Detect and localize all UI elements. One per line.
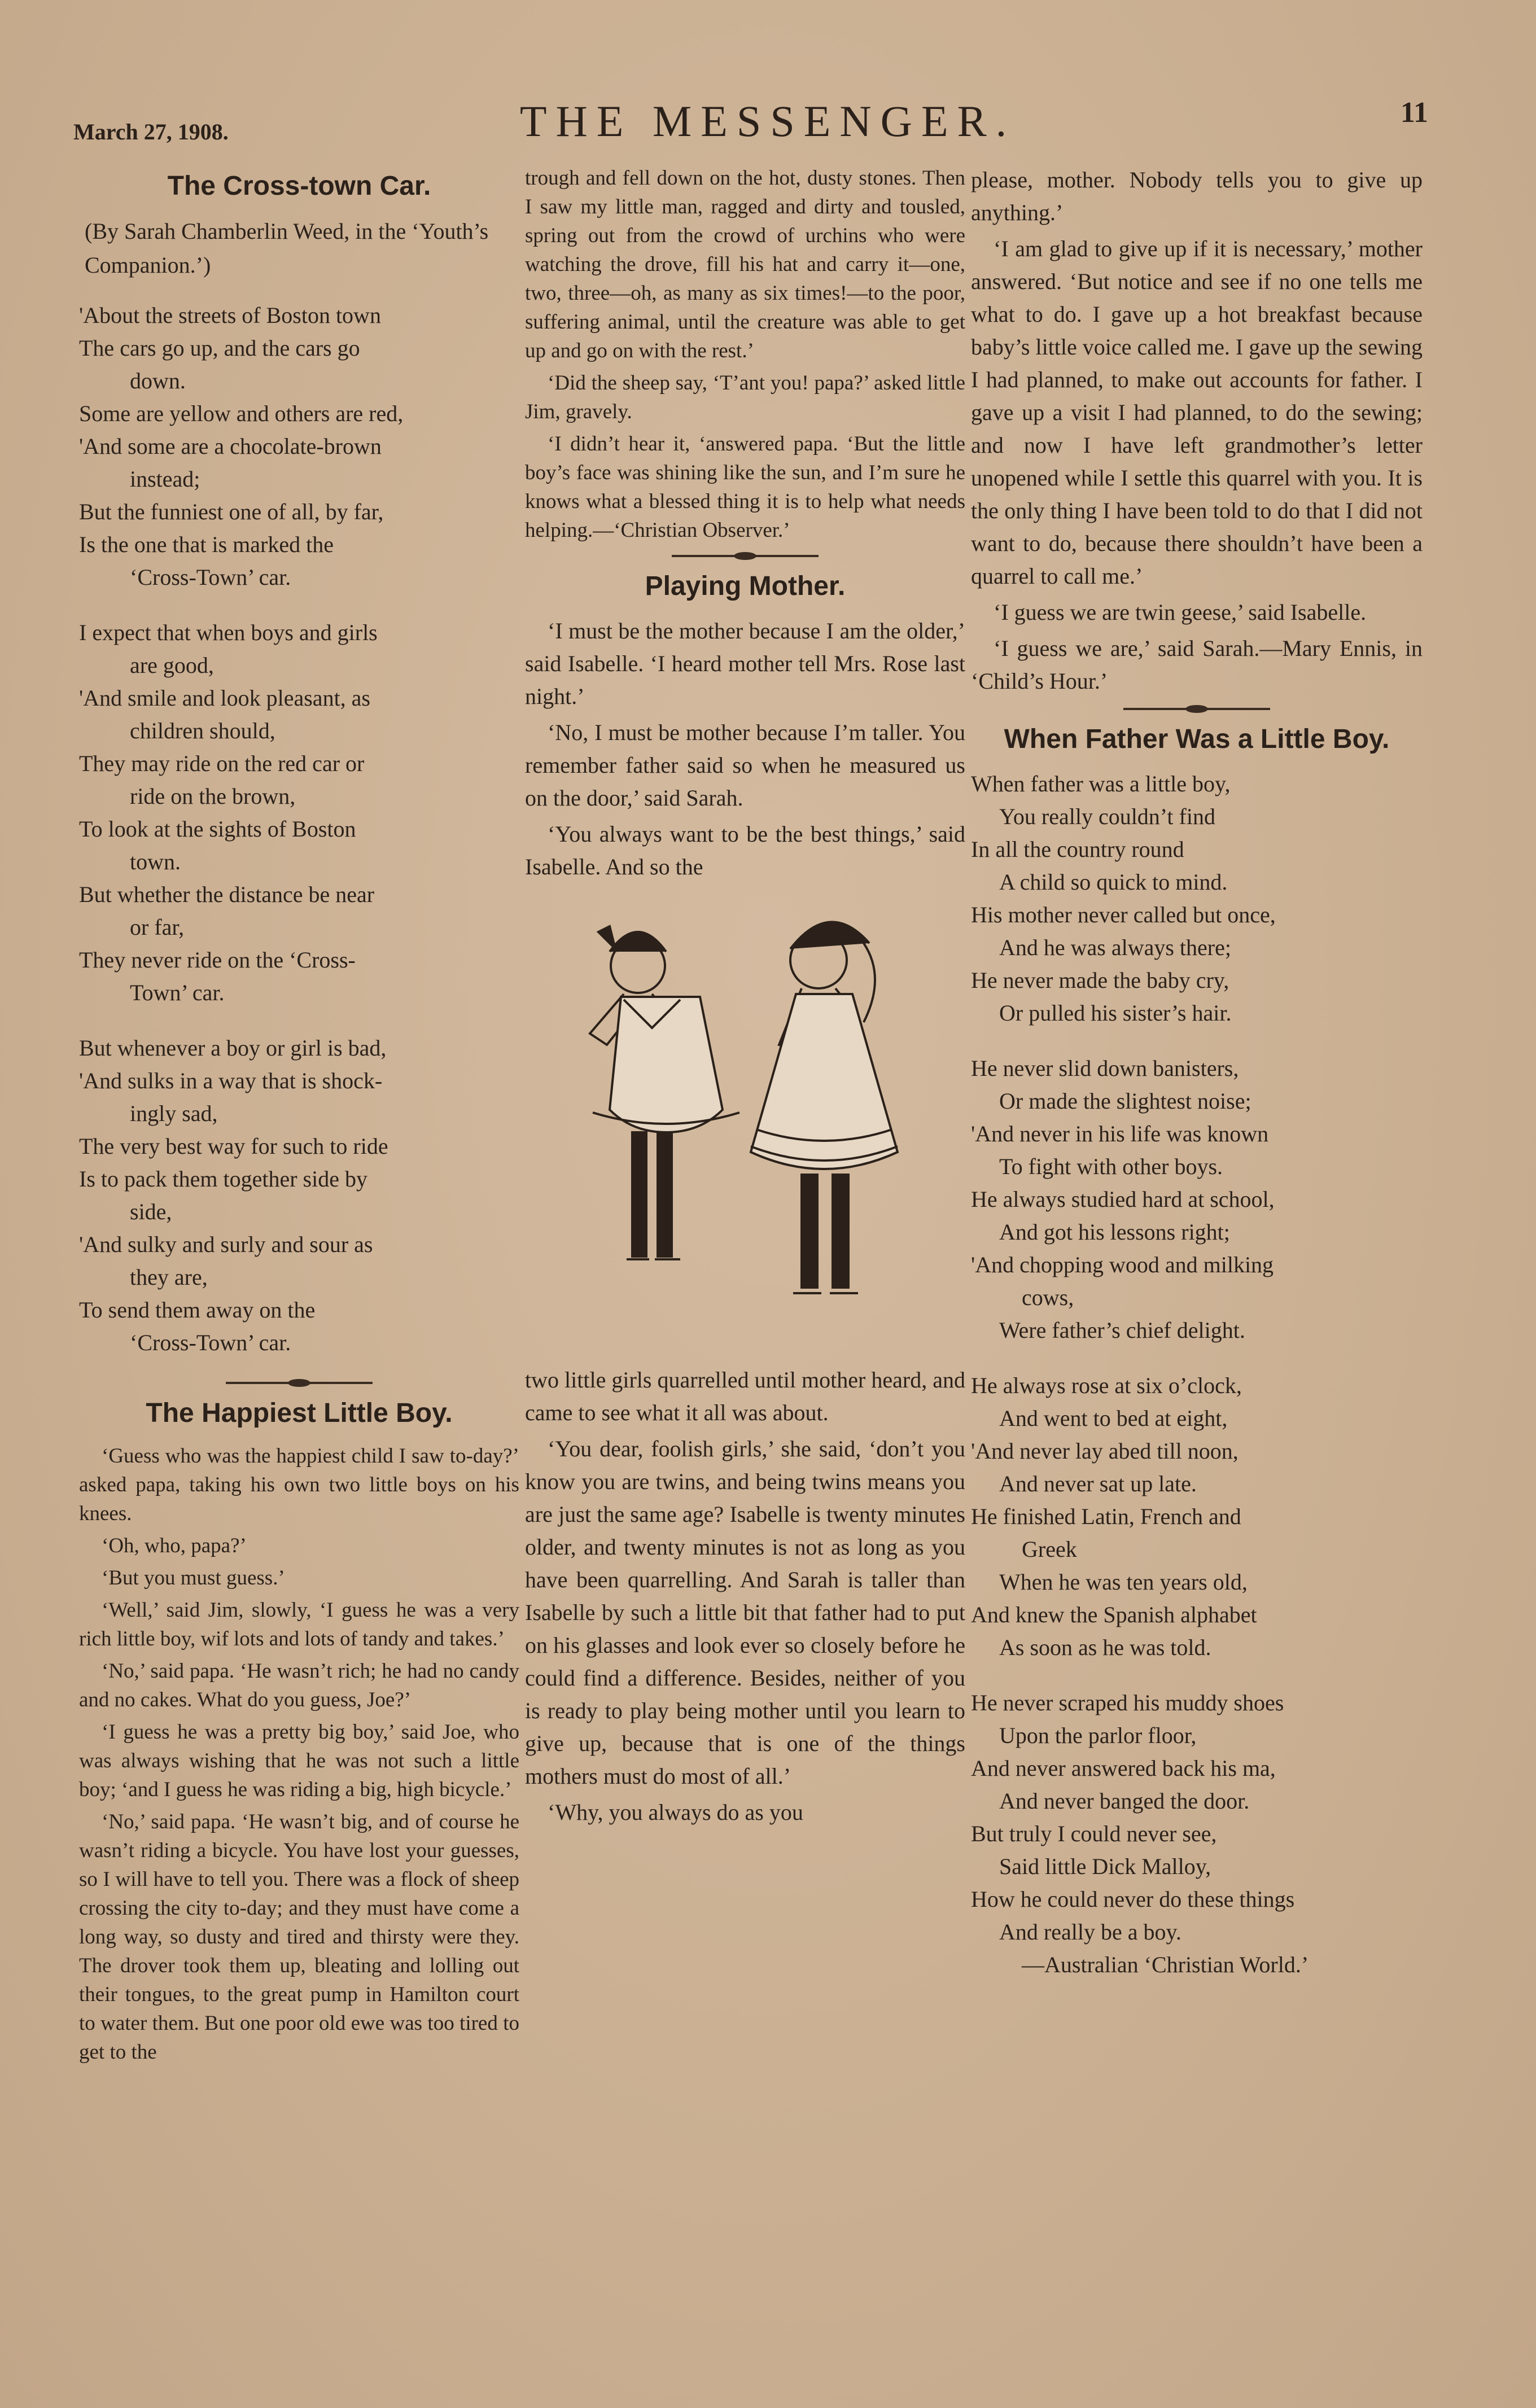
poem-line: As soon as he was told. [999, 1635, 1211, 1660]
poem-line: Town’ car. [130, 980, 225, 1005]
poem-line: children should, [130, 718, 275, 743]
issue-date: March 27, 1908. [73, 119, 229, 145]
poem-line: In all the country round [971, 837, 1184, 862]
masthead [73, 90, 1462, 152]
paragraph: two little girls quarrelled until mother heard, and came to see what it all was about. [525, 1367, 965, 1425]
paragraph: ‘No,’ said papa. ‘He wasn’t rich; he had no candy and no cakes. What do you guess, Joe?’ [79, 1660, 519, 1711]
poem-line: He always rose at six o’clock, [971, 1373, 1242, 1398]
poem-line: To fight with other boys. [999, 1154, 1223, 1179]
poem-line: How he could never do these things [971, 1886, 1295, 1912]
column-2 [525, 164, 965, 1832]
article-continuation [971, 164, 1423, 698]
poem-line: But whether the distance be near [79, 882, 375, 907]
poem-line: Or made the slightest noise; [999, 1088, 1251, 1114]
poem-line: Upon the parlor floor, [999, 1723, 1197, 1748]
poem-line: And knew the Spanish alphabet [971, 1602, 1257, 1627]
poem-line: The very best way for such to ride [79, 1133, 388, 1159]
column-1 [79, 164, 519, 2070]
poem-line: 'And smile and look pleasant, as [79, 685, 370, 711]
paragraph: ‘Why, you always do as you [548, 1800, 803, 1825]
poem-line: Said little Dick Malloy, [999, 1854, 1211, 1879]
poem-line: Greek [1022, 1536, 1077, 1562]
poem-line: ride on the brown, [130, 783, 296, 809]
poem-line: 'And never lay abed till noon, [971, 1438, 1239, 1464]
poem-line: A child so quick to mind. [999, 869, 1228, 895]
poem-line: down. [130, 368, 186, 393]
paragraph: ‘I guess we are,’ said Sarah.—Mary Ennis, in ‘Child’s Hour.’ [971, 636, 1423, 694]
poem-line: ‘Cross-Town’ car. [130, 1330, 291, 1355]
paragraph: ‘I guess we are twin geese,’ said Isabelle. [994, 599, 1367, 625]
poem-stanza [971, 1369, 1423, 1664]
paragraph: ‘I must be the mother because I am the older,’ said Isabelle. ‘I heard mother tell Mrs. Rose last night.’ [525, 618, 965, 709]
poem-line: When he was ten years old, [999, 1569, 1248, 1595]
poem-line: And got his lessons right; [999, 1219, 1230, 1245]
paragraph: ‘You dear, foolish girls,’ she said, ‘don’t you know you are twins, and being twins means you are just the same age? Isabelle is twenty minutes older, and twenty minutes is not as long as you have been quarrelling. And Sarah is taller than Isabelle by such a little bit that father had to put on his glasses and look ever so closely before he could find a difference. Besides, neither of you is ready to play being mother until you learn to give up, because that is one of the things mothers must do most of all.’ [525, 1436, 965, 1789]
poem-line: they are, [130, 1264, 208, 1290]
poem-line: 'And sulky and surly and sour as [79, 1232, 373, 1257]
poem-line: 'And chopping wood and milking [971, 1252, 1274, 1277]
poem-stanza [79, 616, 519, 1009]
poem-line: And really be a boy. [999, 1919, 1181, 1945]
poem-line: When father was a little boy, [971, 771, 1231, 796]
page-number: 11 [1400, 97, 1428, 129]
poem-line: And he was always there; [999, 935, 1231, 960]
poem-line: He always studied hard at school, [971, 1187, 1275, 1212]
poem-stanza [79, 1032, 519, 1359]
poem-line: are good, [130, 653, 214, 678]
article-continuation [525, 164, 965, 545]
poem-line: And never banged the door. [999, 1788, 1250, 1814]
poem-line: side, [130, 1199, 172, 1224]
article-body [525, 615, 965, 883]
paragraph: please, mother. Nobody tells you to give up anything.’ [971, 167, 1423, 225]
paragraph: ‘Guess who was the happiest child I saw to-day?’ asked papa, taking his own two little boys on his knees. [79, 1444, 519, 1525]
poem-line: His mother never called but once, [971, 902, 1276, 927]
poem-line: Is to pack them together side by [79, 1166, 367, 1192]
poem-line: ingly sad, [130, 1101, 218, 1126]
article-title-happiest: The Happiest Little Boy. [146, 1398, 453, 1428]
poem-line: He never slid down banisters, [971, 1056, 1239, 1081]
article-body [525, 1364, 965, 1829]
poem-line: They never ride on the ‘Cross- [79, 947, 356, 973]
article-body [79, 1442, 519, 2066]
poem-line: To look at the sights of Boston [79, 816, 356, 842]
paragraph: ‘Oh, who, papa?’ [102, 1534, 247, 1557]
poem-stanza [971, 1687, 1423, 1981]
paragraph: ‘Did the sheep say, ‘T’ant you! papa?’ asked little Jim, gravely. [525, 371, 965, 423]
poem-line: Were father’s chief delight. [999, 1317, 1245, 1343]
paragraph: ‘You always want to be the best things,’ said Isabelle. And so the [525, 821, 965, 879]
poem-line: He never scraped his muddy shoes [971, 1690, 1284, 1715]
article-title-crosstown: The Cross-town Car. [167, 171, 431, 201]
paragraph: ‘But you must guess.’ [102, 1566, 285, 1590]
paragraph: ‘I didn’t hear it, ‘answered papa. ‘But the little boy’s face was shining like the sun, and I’m sure he knows what a blessed thing it is to help what needs helping.—‘Christian Observer.’ [525, 432, 965, 542]
poem-line: ‘Cross-Town’ car. [130, 564, 291, 590]
poem-line: But truly I could never see, [971, 1821, 1217, 1846]
poem-line: 'And some are a chocolate-brown [79, 434, 382, 459]
attribution: —Australian ‘Christian World.’ [1022, 1952, 1309, 1977]
two-girls-illustration [525, 898, 954, 1350]
column-3 [971, 164, 1423, 2004]
poem-line: Or pulled his sister’s hair. [999, 1000, 1232, 1026]
poem-line: He finished Latin, French and [971, 1504, 1241, 1529]
poem-line: And never answered back his ma, [971, 1755, 1276, 1781]
poem-line: 'And sulks in a way that is shock- [79, 1068, 383, 1093]
poem-line: He never made the baby cry, [971, 967, 1229, 993]
poem-line: The cars go up, and the cars go [79, 335, 360, 361]
section-divider [672, 555, 819, 557]
poem-line: To send them away on the [79, 1297, 316, 1323]
paragraph: trough and fell down on the hot, dusty stones. Then I saw my little man, ragged and dirty and tousled, spring out from the crowd of urchins who were watching the drove, fill his hat and carry it—one, two, three—oh, as many as six times!—to the poor, suffering animal, until the creature was able to get up and go on with the rest.’ [525, 167, 965, 362]
paragraph: ‘No,’ said papa. ‘He wasn’t big, and of course he wasn’t riding a bicycle. You have lost your guesses, so I will have to tell you. There was a flock of sheep crossing the city to-day; and they must have come a long way, so dusty and tired and thirsty were they. The drover took them up, bleating and lolling out their tongues, to the great pump in Hamilton court to water them. But one poor old ewe was too tired to get to the [79, 1810, 519, 2064]
poem-line: 'And never in his life was known [971, 1121, 1269, 1146]
poem-line: They may ride on the red car or [79, 751, 365, 776]
poem-line: 'About the streets of Boston town [79, 303, 381, 328]
poem-line: I expect that when boys and girls [79, 620, 378, 645]
poem-line: And went to bed at eight, [999, 1406, 1228, 1431]
article-title-father: When Father Was a Little Boy. [1004, 724, 1390, 754]
poem-stanza [971, 768, 1423, 1030]
byline: (By Sarah Chamberlin Weed, in the ‘Youth’s Companion.’) [85, 218, 489, 278]
section-divider [226, 1382, 373, 1384]
poem-stanza [79, 299, 519, 594]
paragraph: ‘Well,’ said Jim, slowly, ‘I guess he was a very rich little boy, wif lots and lots of tandy and takes.’ [79, 1599, 519, 1650]
paragraph: ‘I am glad to give up if it is necessary,’ mother answered. ‘But notice and see if no one tells me what to do. I gave up a hot breakfast because baby’s little voice called me. I gave up the sewing I had planned, to make out accounts for father. I gave up a visit I had planned, to do the sewing; and now I have left grandmother’s letter unopened while I settle this quarrel with you. It is the only thing I have been told to do that I did not want to do, because there shouldn’t have been a quarrel to call me.’ [971, 236, 1423, 589]
poem-line: And never sat up late. [999, 1471, 1197, 1496]
poem-line: But the funniest one of all, by far, [79, 499, 384, 524]
poem-stanza [971, 1052, 1423, 1347]
poem-line: or far, [130, 914, 185, 940]
poem-line: Is the one that is marked the [79, 532, 334, 557]
paragraph: ‘I guess he was a pretty big boy,’ said Joe, who was always wishing that he was not such a little boy; ‘and I guess he was riding a big, high bicycle.’ [79, 1720, 519, 1801]
poem-line: Some are yellow and others are red, [79, 401, 404, 426]
poem-line: town. [130, 849, 181, 874]
article-title-playing: Playing Mother. [645, 571, 846, 601]
poem-line: You really couldn’t find [999, 804, 1215, 829]
paragraph: ‘No, I must be mother because I’m taller. You remember father said so when he measured us on the door,’ said Sarah. [525, 720, 965, 811]
section-divider [1123, 708, 1270, 710]
poem-line: instead; [130, 466, 200, 492]
poem-line: cows, [1022, 1285, 1074, 1310]
publication-title: THE MESSENGER. [519, 97, 1016, 146]
poem-line: But whenever a boy or girl is bad, [79, 1035, 387, 1061]
